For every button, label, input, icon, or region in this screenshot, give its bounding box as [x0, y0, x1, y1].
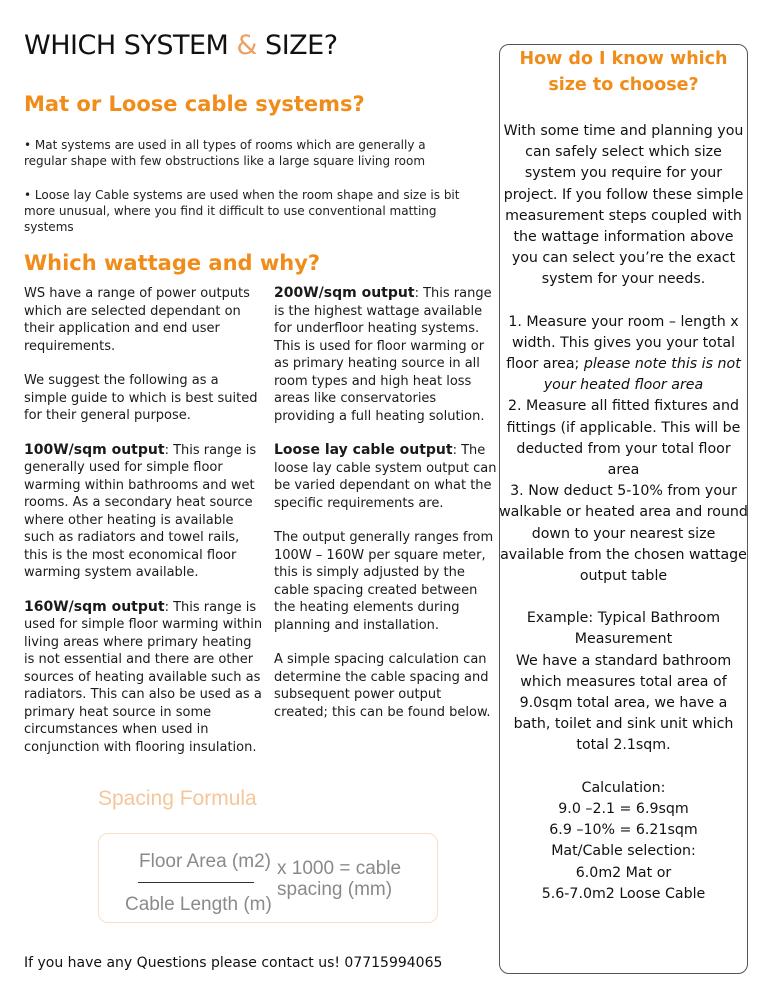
- loose-text: : The loose lay cable system output can be varied dependant on what the specific requirements are.: [274, 443, 497, 511]
- formula-result: [277, 858, 401, 900]
- loose-label: Loose lay cable output: [274, 442, 453, 458]
- sidebar-calc-1: 9.0 –2.1 = 6.9sqm: [558, 800, 689, 817]
- fraction-line: [138, 882, 254, 883]
- sidebar-spacer: [499, 757, 748, 778]
- formula-numerator: Floor Area (m2): [139, 851, 271, 872]
- calc-paragraph: A simple spacing calculation can determine the cable spacing and subsequent power output created; this can be found below.: [274, 652, 491, 720]
- sidebar-calc-4: 6.0m2 Mat or: [575, 864, 672, 881]
- sidebar-spacer: [499, 291, 748, 312]
- wattage-column-right: [274, 285, 499, 738]
- wattage-guide: We suggest the following as a simple guide to which is best suited for their general purpose.: [24, 373, 258, 423]
- formula-denominator: Cable Length (m): [125, 894, 272, 915]
- wattage-column-left: [24, 285, 264, 773]
- wattage-intro: WS have a range of power outputs which are selected dependant on their application and end user requirements.: [24, 286, 250, 354]
- title-ampersand: &: [236, 30, 257, 61]
- formula-result-line2: spacing (mm): [277, 879, 393, 900]
- w100-label: 100W/sqm output: [24, 441, 165, 458]
- sidebar-calc-3: Mat/Cable selection:: [551, 843, 696, 860]
- mat-bullet: • Mat systems are used in all types of rooms which are generally a regular shape with few obstructions like a large square living room: [24, 138, 426, 168]
- range-paragraph: The output generally ranges from 100W – 160W per square meter, this is simply adjusted by the cable spacing created between the heating elements during planning and installation.: [274, 530, 494, 633]
- sidebar-example-title: Example: Typical Bathroom Measurement: [526, 610, 721, 648]
- w200-text: : This range is the highest wattage available for underfloor heating systems. This is used for floor warming or as primary heating source in all room types and high heat loss areas like conservatories providing a full heating solution.: [274, 286, 492, 424]
- sidebar-step3: 3. Now deduct 5-10% from your walkable or heated area and round down to your nearest size available from the chosen wattage output table: [499, 483, 748, 585]
- w200-label: 200W/sqm output: [274, 285, 415, 301]
- sidebar-calc-2: 6.9 –10% = 6.21sqm: [549, 822, 698, 839]
- spacing-formula-title: Spacing Formula: [98, 787, 257, 810]
- sidebar-step1: [499, 312, 748, 397]
- w160-text: : This range is used for simple floor warming within living areas where primary heating is not essential and there are other sources of heating available such as radiators. This can also be used as a primary heat source in some circumstances when used in conjunction with flooring insulation.: [24, 599, 263, 755]
- title-part2: SIZE?: [256, 30, 338, 61]
- w160-paragraph: [24, 599, 264, 757]
- sidebar-step2: 2. Measure all fitted fixtures and fittings (if applicable. This will be deducted from your total floor area: [506, 398, 741, 479]
- sidebar-body: [499, 121, 748, 905]
- sidebar-step1-note: please note this is not your heated floor area: [543, 356, 741, 394]
- w160-label: 160W/sqm output: [24, 598, 165, 615]
- sidebar-example-text: We have a standard bathroom which measures total area of 9.0sqm total area, we have a bath, toilet and sink unit which total 2.1sqm.: [513, 652, 734, 754]
- formula-result-line1: x 1000 = cable: [277, 858, 402, 879]
- loose-bullet: • Loose lay Cable systems are used when the room shape and size is bit more unusual, where you find it difficult to use conventional matting systems: [24, 188, 460, 234]
- page-title: [24, 30, 338, 61]
- title-part1: WHICH SYSTEM: [24, 30, 237, 61]
- contact-line: If you have any Questions please contact us! 07715994065: [24, 955, 443, 971]
- sidebar-intro: With some time and planning you can safely select which size system you require for your project. If you follow these simple measurement steps coupled with the wattage information above you can select you’re the exact system for your needs.: [503, 123, 744, 288]
- sidebar-calc-5: 5.6-7.0m2 Loose Cable: [541, 885, 706, 902]
- w100-text: : This range is generally used for simple floor warming within bathrooms and wet rooms. As a secondary heat source where other heating is available such as radiators and towel rails, this is the most economical floor warming system available.: [24, 442, 257, 580]
- sidebar-title: How do I know which size to choose?: [519, 49, 728, 95]
- wattage-section-heading: Which wattage and why?: [24, 251, 321, 275]
- loose-paragraph: [274, 442, 499, 512]
- w100-paragraph: [24, 442, 264, 582]
- mat-section-heading: Mat or Loose cable systems?: [24, 92, 365, 116]
- sidebar-step1-text: 1. Measure your room – length x width. This gives you your total floor area;: [506, 313, 739, 373]
- sidebar-calc-title: Calculation:: [581, 779, 666, 796]
- sidebar-spacer: [499, 587, 748, 608]
- w200-paragraph: [274, 285, 499, 425]
